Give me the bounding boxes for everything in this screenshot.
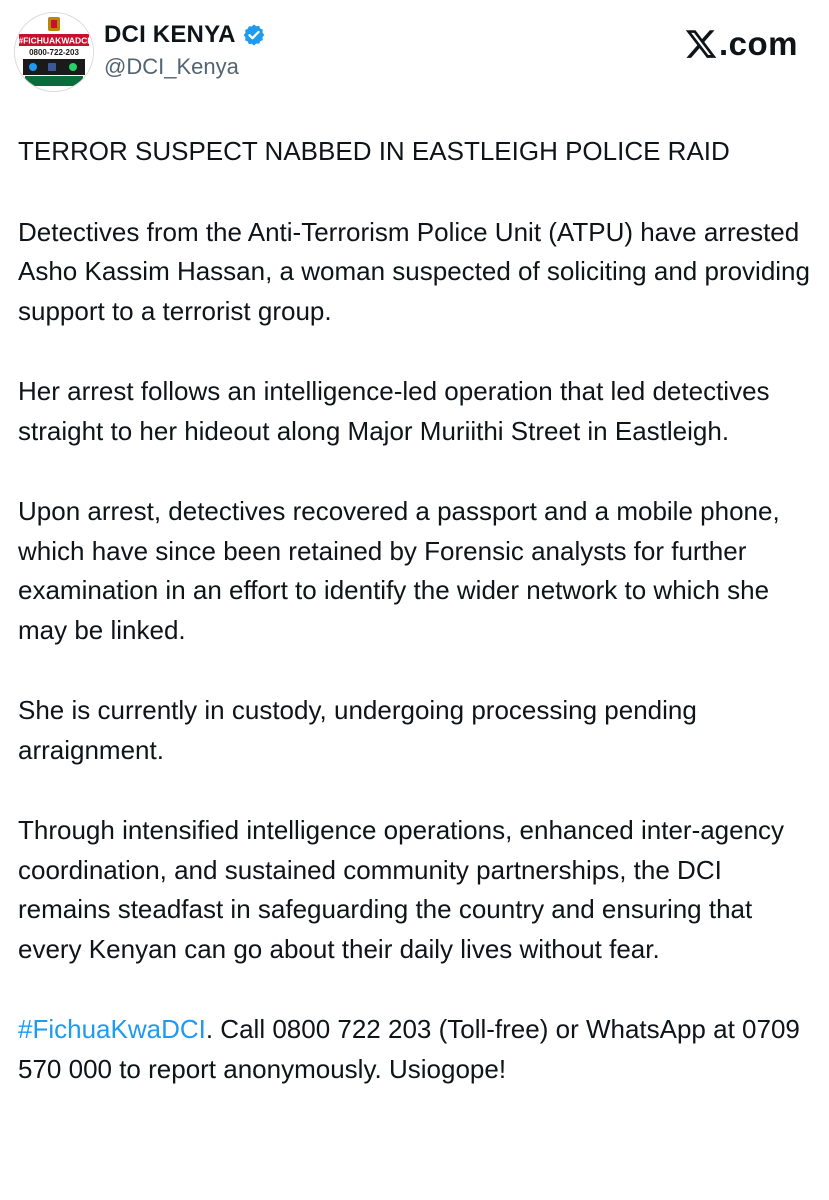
tweet-header xyxy=(14,10,814,92)
tweet-paragraph: Through intensified intelligence operations, enhanced inter-agency coordination, and sustained community partnerships, the DCI remains steadfast in safeguarding the country and ensuring that every Kenyan can go about their daily lives without fear. xyxy=(18,815,785,964)
footer-text: . Call 0800 722 203 (Toll-free) or WhatsApp at 0709 570 000 to report anonymously. Usiogope! xyxy=(18,1014,800,1084)
x-logo-icon xyxy=(684,27,718,61)
display-name[interactable]: DCI KENYA xyxy=(104,21,236,48)
tweet-paragraph: Upon arrest, detectives recovered a passport and a mobile phone, which have since been retained by Forensic analysts for further examination in an effort to identify the wider network to which she may be linked. xyxy=(18,496,780,645)
tweet-footer xyxy=(18,1010,810,1089)
tweet-headline: TERROR SUSPECT NABBED IN EASTLEIGH POLICE RAID xyxy=(18,136,730,166)
x-brand xyxy=(684,24,798,64)
account-info xyxy=(104,20,266,80)
avatar-phone: 0800-722-203 xyxy=(29,48,79,57)
tweet-body xyxy=(18,132,810,1089)
hashtag-link[interactable]: #FichuaKwaDCI xyxy=(18,1014,206,1044)
tweet-paragraph: Her arrest follows an intelligence-led operation that led detectives straight to her hideout along Major Muriithi Street in Eastleigh. xyxy=(18,376,770,446)
account-handle[interactable]: @DCI_Kenya xyxy=(104,54,239,79)
avatar[interactable] xyxy=(14,12,94,92)
tweet-paragraph: She is currently in custody, undergoing processing pending arraignment. xyxy=(18,695,697,765)
brand-domain: .com xyxy=(718,25,798,62)
avatar-hashtag: #FICHUAKWADCI xyxy=(18,35,90,46)
tweet-paragraph: Detectives from the Anti-Terrorism Police Unit (ATPU) have arrested Asho Kassim Hassan, a woman suspected of soliciting and providing support to a terrorist group. xyxy=(18,216,810,326)
verified-badge-icon xyxy=(242,23,266,47)
